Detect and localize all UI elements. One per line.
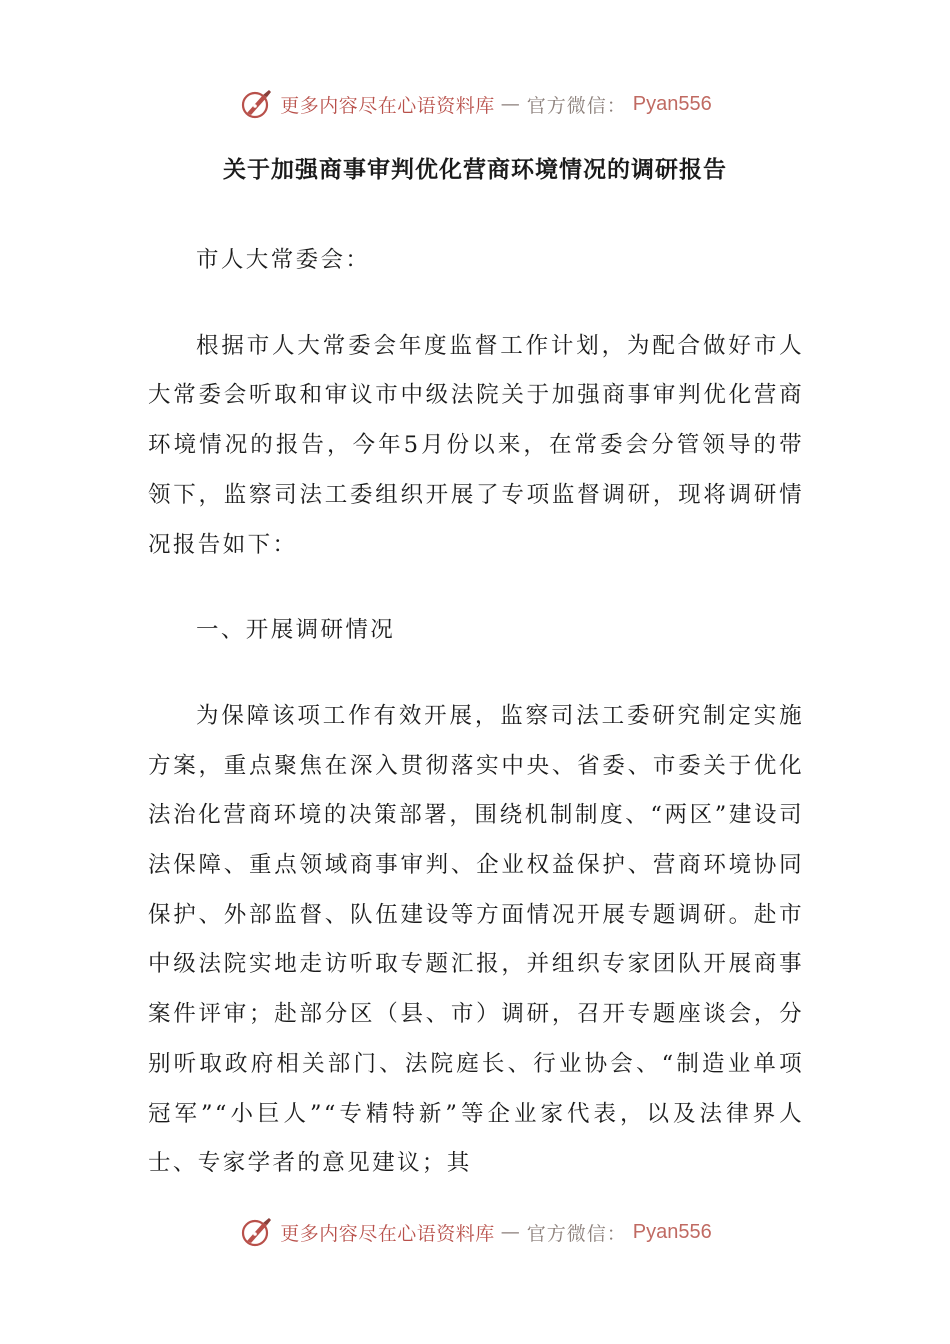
watermark-prefix: 更多内容尽在心语资料库 xyxy=(280,1222,495,1245)
intro-paragraph: 根据市人大常委会年度监督工作计划，为配合做好市人大常委会听取和审议市中级法院关于加强商事审判优化营商环境情况的报告，今年5月份以来，在常委会分管领导的带领下，监察司法工委组织开展了专项监督调研，现将调研情况报告如下： xyxy=(148,332,804,558)
watermark-wechat-id: Pyan556 xyxy=(632,1220,712,1243)
salutation: 市人大常委会： xyxy=(196,247,371,273)
pen-nib-circle-icon xyxy=(238,1214,274,1250)
watermark-header xyxy=(0,84,950,124)
document-body xyxy=(148,236,804,1189)
section-body-paragraph: 为保障该项工作有效开展，监察司法工委研究制定实施方案，重点聚焦在深入贯彻落实中央、省委、市委关于优化法治化营商环境的决策部署，围绕机制制度、“两区”建设司法保障、重点领域商事审判、企业权益保护、营商环境协同保护、外部监督、队伍建设等方面情况开展专题调研。赴市中级法院实地走访听取专题汇报，并组织专家团队开展商事案件评审；赴部分区（县、市）调研，召开专题座谈会，分别听取政府相关部门、法院庭长、行业协会、“制造业单项冠军”“小巨人”“专精特新”等企业家代表，以及法律界人士、专家学者的意见建议；其 xyxy=(148,702,804,1177)
watermark-dash: — xyxy=(500,93,521,115)
watermark-dash: — xyxy=(500,1221,521,1243)
watermark-footer xyxy=(0,1212,950,1252)
watermark-prefix: 更多内容尽在心语资料库 xyxy=(280,94,495,117)
watermark-official: 官方微信： xyxy=(526,94,627,117)
watermark-wechat-id: Pyan556 xyxy=(632,92,712,115)
document-title: 关于加强商事审判优化营商环境情况的调研报告 xyxy=(223,157,727,183)
section-heading: 一、开展调研情况 xyxy=(196,617,396,644)
watermark-official: 官方微信： xyxy=(526,1222,627,1245)
pen-nib-circle-icon xyxy=(238,86,274,122)
